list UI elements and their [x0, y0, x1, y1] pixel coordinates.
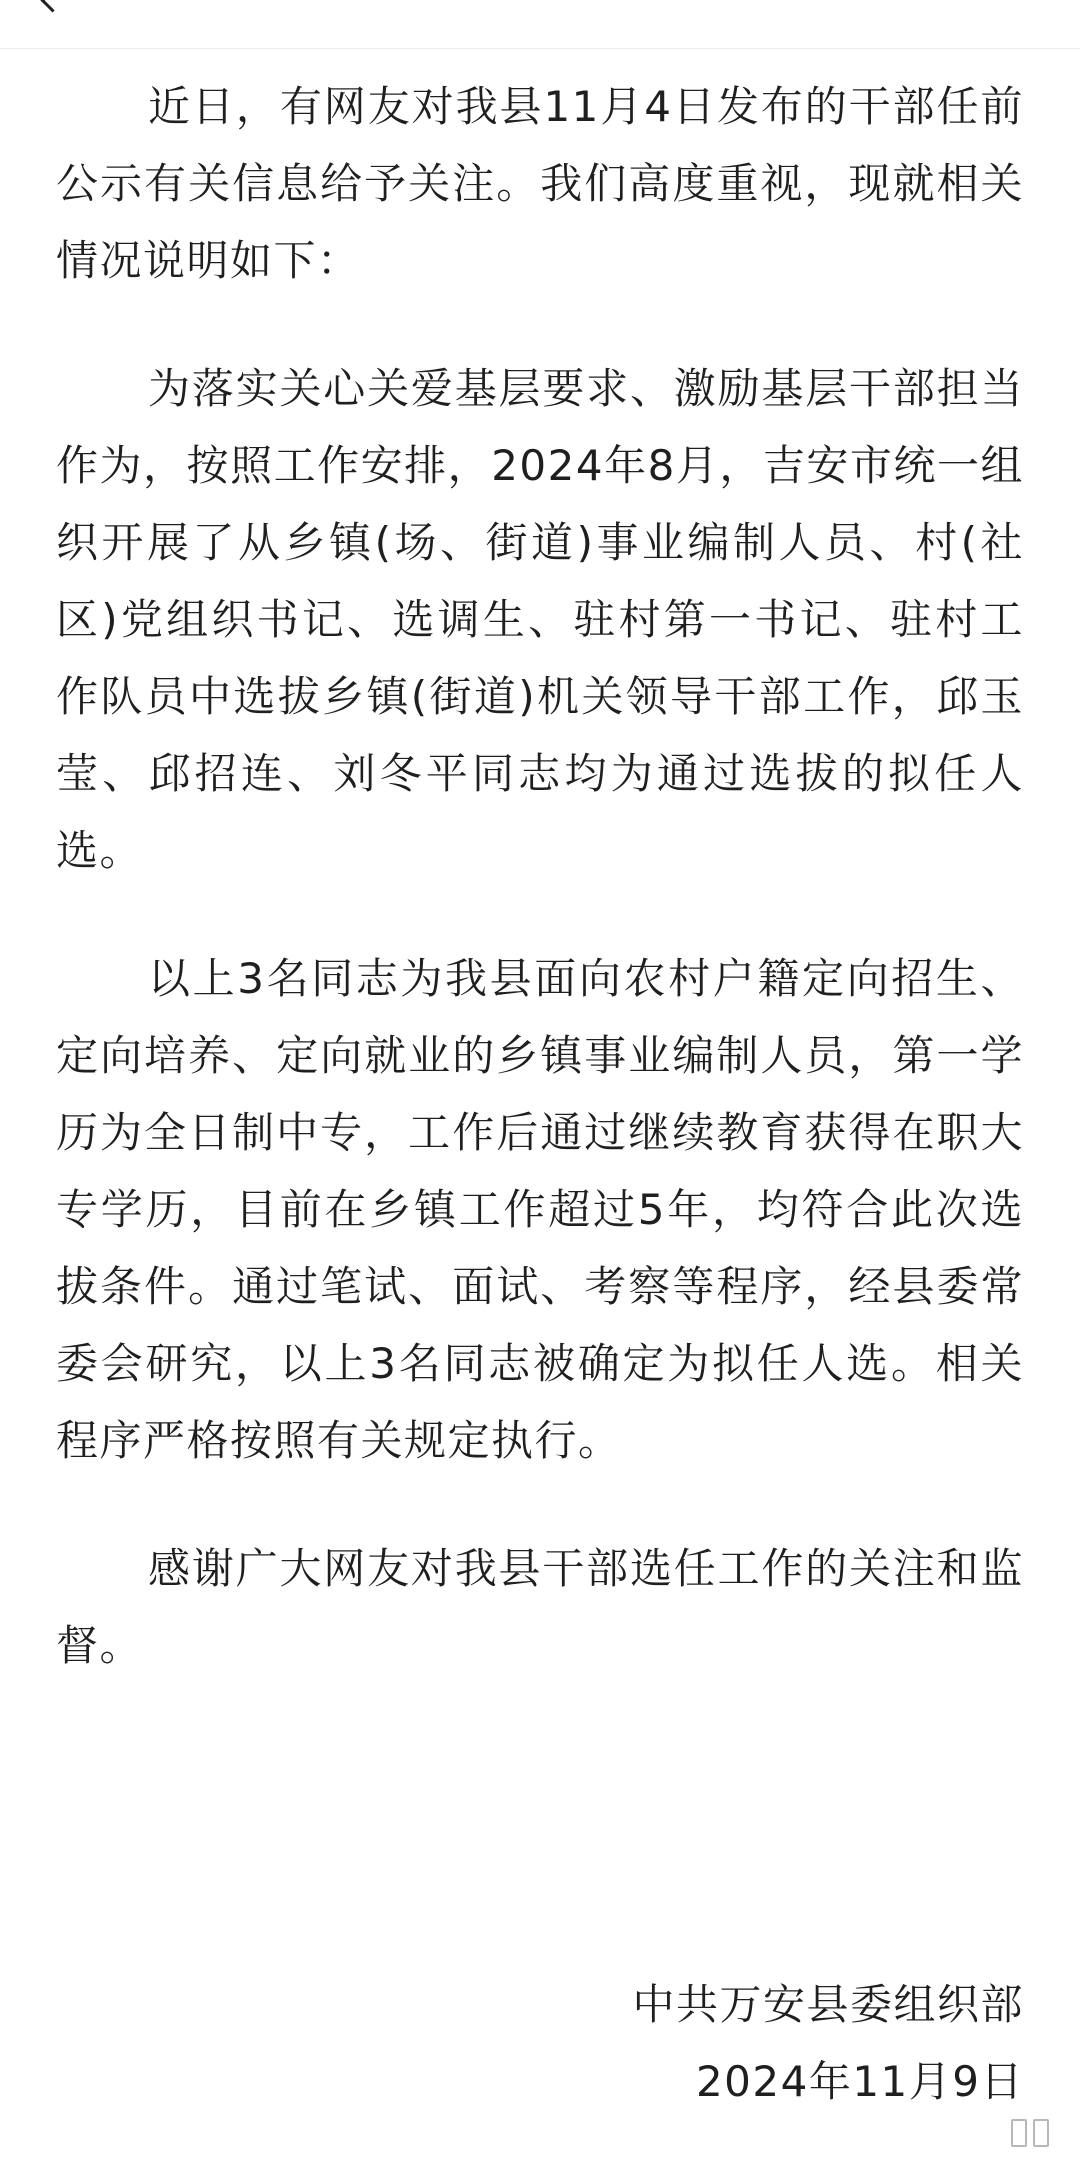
split-view-icon[interactable]: [1000, 2115, 1060, 2151]
chevron-left-icon[interactable]: [40, 0, 64, 13]
paragraph-intro: 近日，有网友对我县11月4日发布的干部任前公示有关信息给予关注。我们高度重视，现就相关情况说明如下：: [56, 82, 1024, 285]
paragraph-background: 为落实关心关爱基层要求、激励基层干部担当作为，按照工作安排，2024年8月，吉安市统一组织开展了从乡镇(场、街道)事业编制人员、村(社区)党组织书记、选调生、驻村第一书记、驻村工作队员中选拔乡镇(街道)机关领导干部工作，邱玉莹、邱招连、刘冬平同志均为通过选拔的拟任人选。: [56, 364, 1024, 875]
split-view-right-pane: [1033, 2119, 1049, 2147]
signature-org: 中共万安县委组织部: [632, 1980, 1024, 2029]
top-bar: [0, 0, 1080, 49]
document-body: [56, 68, 1024, 1735]
signature-date: 2024年11月9日: [695, 2057, 1024, 2106]
paragraph-thanks: 感谢广大网友对我县干部选任工作的关注和监督。: [56, 1544, 1024, 1670]
split-view-left-pane: [1011, 2119, 1027, 2147]
signature-block: [632, 1966, 1024, 2120]
paragraph-qualification: 以上3名同志为我县面向农村户籍定向招生、定向培养、定向就业的乡镇事业编制人员，第一学历为全日制中专，工作后通过继续教育获得在职大专学历，目前在乡镇工作超过5年，均符合此次选拔条件。通过笔试、面试、考察等程序，经县委常委会研究，以上3名同志被确定为拟任人选。相关程序严格按照有关规定执行。: [56, 954, 1024, 1465]
